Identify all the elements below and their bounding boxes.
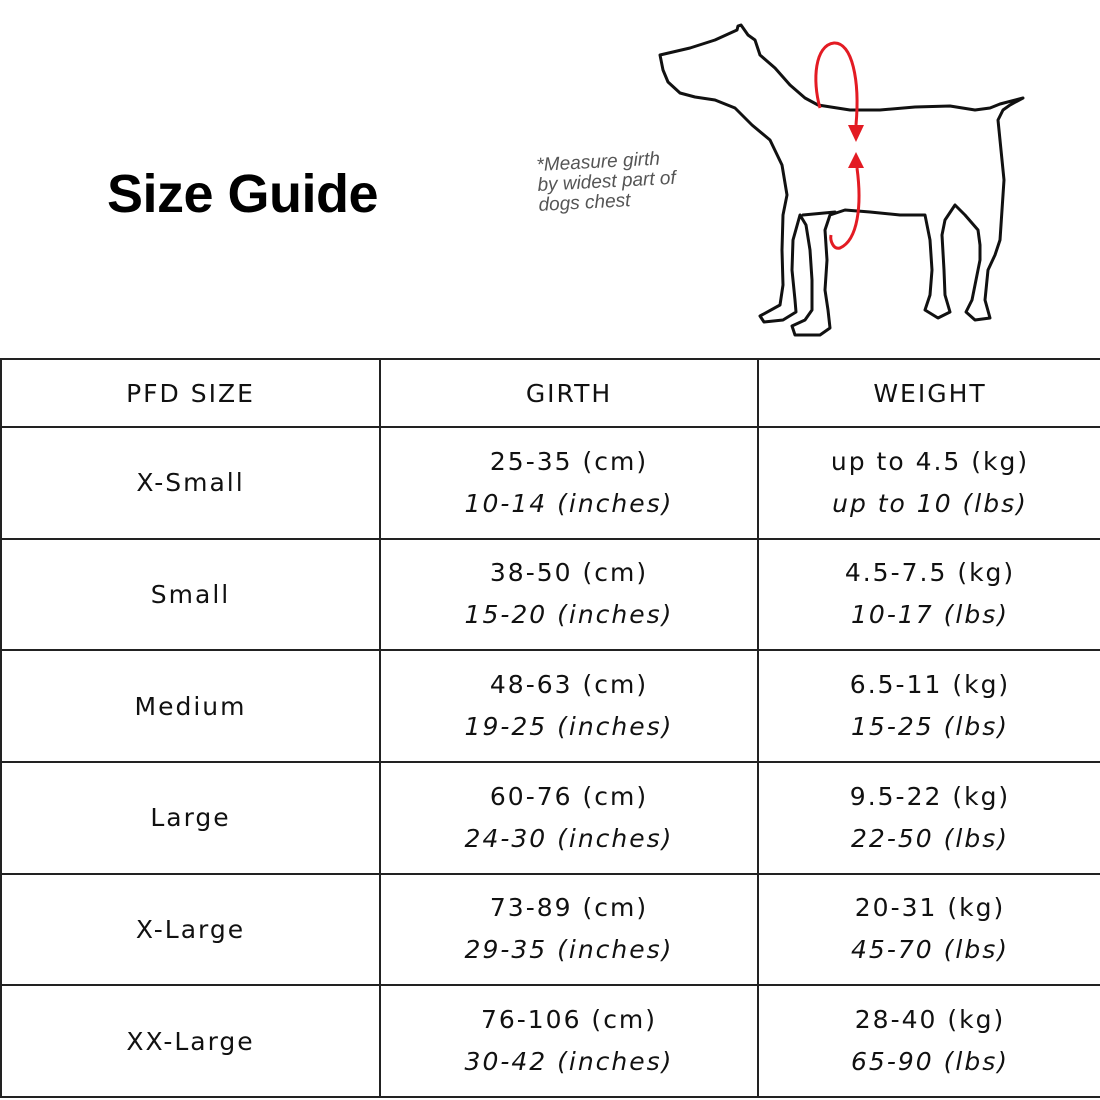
header-pfd-size: PFD SIZE — [1, 359, 380, 427]
size-cell: X-Small — [1, 427, 380, 539]
weight-kg: 4.5-7.5 (kg) — [844, 558, 1016, 588]
table-row — [1, 650, 1100, 762]
measure-note-line: *Measure girth — [535, 148, 661, 176]
table-row — [1, 427, 1100, 539]
girth-cell — [380, 539, 758, 651]
girth-cell — [380, 762, 758, 874]
girth-cm: 38-50 (cm) — [489, 558, 649, 588]
girth-cm: 48-63 (cm) — [489, 670, 649, 700]
girth-cell — [380, 874, 758, 986]
size-cell: Small — [1, 539, 380, 651]
girth-cm: 76-106 (cm) — [480, 1005, 658, 1035]
size-table — [0, 358, 1100, 1098]
weight-lbs: 15-25 (lbs) — [851, 712, 1009, 742]
girth-cm: 25-35 (cm) — [489, 446, 649, 476]
weight-cell — [758, 762, 1100, 874]
table-row — [1, 539, 1100, 651]
measure-note-line: by widest part of — [536, 167, 677, 196]
girth-inches: 15-20 (inches) — [464, 600, 674, 630]
weight-kg: 9.5-22 (kg) — [849, 781, 1011, 811]
girth-inches: 24-30 (inches) — [464, 823, 674, 853]
weight-lbs: up to 10 (lbs) — [832, 488, 1028, 518]
header-weight: WEIGHT — [758, 359, 1100, 427]
arrow-up-icon — [848, 152, 864, 168]
table-header-row — [1, 359, 1100, 427]
size-cell: Large — [1, 762, 380, 874]
arrow-down-icon — [848, 125, 864, 142]
size-cell: Medium — [1, 650, 380, 762]
table-row — [1, 874, 1100, 986]
weight-lbs: 45-70 (lbs) — [851, 935, 1009, 965]
weight-kg: 6.5-11 (kg) — [849, 670, 1011, 700]
weight-kg: 20-31 (kg) — [854, 893, 1006, 923]
header-girth: GIRTH — [380, 359, 758, 427]
girth-cm: 73-89 (cm) — [489, 893, 649, 923]
weight-cell — [758, 539, 1100, 651]
girth-arrow-icon — [816, 43, 859, 248]
dog-girth-illustration — [640, 15, 1040, 350]
weight-lbs: 22-50 (lbs) — [851, 823, 1009, 853]
weight-cell — [758, 650, 1100, 762]
size-cell: XX-Large — [1, 985, 380, 1097]
girth-cell — [380, 985, 758, 1097]
weight-kg: up to 4.5 (kg) — [830, 446, 1030, 476]
weight-kg: 28-40 (kg) — [854, 1005, 1006, 1035]
measure-note-line: dogs chest — [538, 190, 631, 216]
girth-inches: 30-42 (inches) — [464, 1047, 674, 1077]
girth-cell — [380, 650, 758, 762]
girth-inches: 29-35 (inches) — [464, 935, 674, 965]
girth-inches: 10-14 (inches) — [464, 488, 674, 518]
table-row — [1, 762, 1100, 874]
girth-inches: 19-25 (inches) — [464, 712, 674, 742]
page-title: Size Guide — [107, 164, 379, 224]
table-row — [1, 985, 1100, 1097]
weight-lbs: 10-17 (lbs) — [851, 600, 1009, 630]
girth-cell — [380, 427, 758, 539]
weight-cell — [758, 985, 1100, 1097]
dog-outline-icon — [660, 25, 1023, 335]
weight-lbs: 65-90 (lbs) — [851, 1047, 1009, 1077]
size-cell: X-Large — [1, 874, 380, 986]
girth-cm: 60-76 (cm) — [489, 781, 649, 811]
weight-cell — [758, 874, 1100, 986]
weight-cell — [758, 427, 1100, 539]
